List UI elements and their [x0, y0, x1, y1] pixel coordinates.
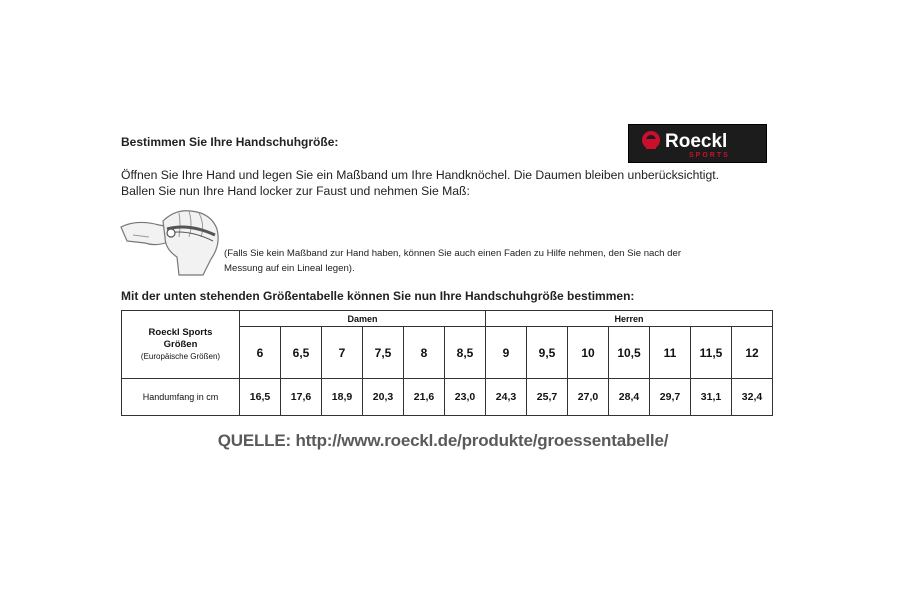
group-herren: Herren: [486, 311, 773, 327]
table-row: [122, 379, 773, 416]
measurement-note: [224, 246, 784, 276]
group-damen: Damen: [240, 311, 486, 327]
logo-tagline-text: SPORTS: [689, 152, 730, 159]
circumference-cell: 25,7: [527, 379, 568, 416]
circumference-cell: 24,3: [486, 379, 527, 416]
table-row: [122, 311, 773, 327]
circumference-cell: 27,0: [568, 379, 609, 416]
circumference-cell: 29,7: [650, 379, 691, 416]
circumference-cell: 17,6: [281, 379, 322, 416]
size-cell: 9: [486, 327, 527, 379]
row-label: Handumfang in cm: [122, 379, 240, 416]
size-cell: 8,5: [445, 327, 486, 379]
note-line: Messung auf ein Lineal legen).: [224, 263, 355, 274]
roeckl-logo: [628, 124, 767, 163]
circumference-cell: 28,4: [609, 379, 650, 416]
logo-brand-text: Roeckl: [665, 131, 728, 152]
size-cell: 9,5: [527, 327, 568, 379]
size-cell: 11,5: [691, 327, 732, 379]
size-cell: 7: [322, 327, 363, 379]
hand-measuring-tape-icon: [119, 207, 221, 277]
corner-line: Roeckl Sports: [148, 326, 213, 338]
intro-line: Ballen Sie nun Ihre Hand locker zur Faust und nehmen Sie Maß:: [121, 184, 470, 198]
size-cell: 7,5: [363, 327, 404, 379]
note-line: (Falls Sie kein Maßband zur Hand haben, können Sie auch einen Faden zu Hilfe nehmen, den Sie nach der: [224, 248, 682, 259]
size-cell: 8: [404, 327, 445, 379]
roeckl-logo-graphic: [629, 125, 766, 162]
corner-subline: (Europäische Größen): [140, 351, 221, 361]
size-cell: 11: [650, 327, 691, 379]
size-header-cell: [122, 311, 240, 379]
size-cell: 10: [568, 327, 609, 379]
heading: Bestimmen Sie Ihre Handschuhgröße:: [121, 135, 339, 149]
circumference-cell: 31,1: [691, 379, 732, 416]
circumference-cell: 18,9: [322, 379, 363, 416]
size-cell: 6,5: [281, 327, 322, 379]
intro-text: [121, 167, 781, 199]
circumference-cell: 16,5: [240, 379, 281, 416]
size-table: [121, 310, 773, 416]
circumference-cell: 20,3: [363, 379, 404, 416]
corner-line: Größen: [163, 338, 198, 350]
table-heading: Mit der unten stehenden Größentabelle können Sie nun Ihre Handschuhgröße bestimmen:: [121, 289, 635, 303]
size-cell: 10,5: [609, 327, 650, 379]
size-cell: 6: [240, 327, 281, 379]
source-citation: QUELLE: http://www.roeckl.de/produkte/groessentabelle/: [217, 431, 669, 450]
size-cell: 12: [732, 327, 773, 379]
circumference-cell: 23,0: [445, 379, 486, 416]
intro-line: Öffnen Sie Ihre Hand und legen Sie ein Maßband um Ihre Handknöchel. Die Daumen bleiben unberücksichtigt.: [121, 168, 720, 182]
circumference-cell: 32,4: [732, 379, 773, 416]
circumference-cell: 21,6: [404, 379, 445, 416]
